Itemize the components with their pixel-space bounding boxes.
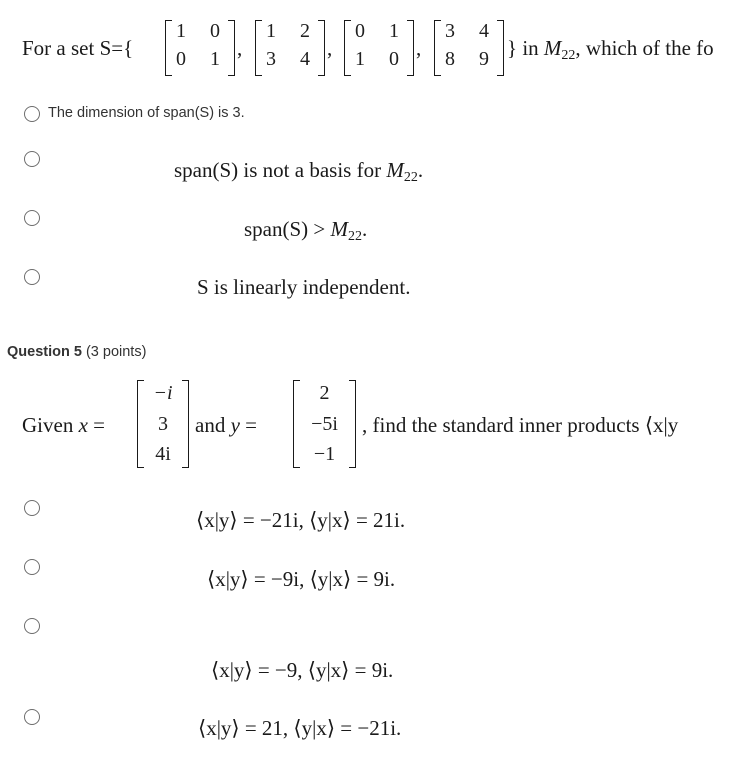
q5-option-3-radio[interactable] [24,618,40,634]
q4-matrix-2 [255,20,325,76]
q4-option-1-label: The dimension of span(S) is 3. [48,105,245,121]
m4-a: 3 [445,20,455,42]
q4-option-3-label: span(S) > $M_{22}$. [244,217,368,244]
m3-b: 1 [389,20,399,42]
q4-option-3-radio[interactable] [24,210,40,226]
m2-b: 2 [300,20,310,42]
q5-y-vector [293,380,356,468]
x-entry-3: 4i [155,443,171,465]
q4-option-1-radio[interactable] [24,106,40,122]
q5-option-3-label: ⟨x|y⟩ = −9, ⟨y|x⟩ = 9i. [211,658,394,682]
m1-b: 0 [210,20,220,42]
q4-option-2-radio[interactable] [24,151,40,167]
q5-option-1-radio[interactable] [24,500,40,516]
m2-d: 4 [300,48,310,70]
q4-option-2-label: span(S) is not a basis for $M_{22}$. [174,158,424,185]
m1-a: 1 [176,20,186,42]
y-entry-1: 2 [319,382,330,404]
q4-option-4-radio[interactable] [24,269,40,285]
q4-matrix-4 [434,20,504,76]
m3-c: 1 [355,48,365,70]
m2-c: 3 [266,48,276,70]
q5-stem-tail: , find the standard inner products ⟨x|y [362,413,679,437]
q5-option-2-radio[interactable] [24,559,40,575]
q5-option-1-label: ⟨x|y⟩ = −21i, ⟨y|x⟩ = 21i. [196,508,406,532]
x-entry-1: −i [153,382,173,404]
q5-x-vector [137,380,189,468]
y-entry-3: −1 [313,443,336,465]
q4-stem-tail: } in $M_{22}$, which of the fo [507,36,714,63]
q4-stem [22,36,133,61]
q5-stem-and: and y = [195,413,257,437]
m4-d: 9 [479,48,489,70]
m3-d: 0 [389,48,399,70]
m1-c: 0 [176,48,186,70]
q4-option-4-label: S is linearly independent. [197,275,411,299]
q5-option-4-radio[interactable] [24,709,40,725]
q5-option-2-label: ⟨x|y⟩ = −9i, ⟨y|x⟩ = 9i. [207,567,396,591]
q5-title: Question 5 [7,344,82,360]
m1-d: 1 [210,48,220,70]
q5-header [7,344,146,360]
q4-matrix-1 [165,20,235,76]
q5-points: (3 points) [85,344,147,360]
m2-a: 1 [266,20,276,42]
m3-a: 0 [355,20,365,42]
q4-prefix: For a set S={ [22,36,134,60]
q4-matrix-3 [344,20,414,76]
y-entry-2: −5i [311,413,338,435]
x-entry-2: 3 [158,413,168,435]
m4-b: 4 [479,20,489,42]
q5-stem-given: Given x = [22,413,105,437]
m4-c: 8 [445,48,455,70]
q5-option-4-label: ⟨x|y⟩ = 21, ⟨y|x⟩ = −21i. [198,716,402,740]
